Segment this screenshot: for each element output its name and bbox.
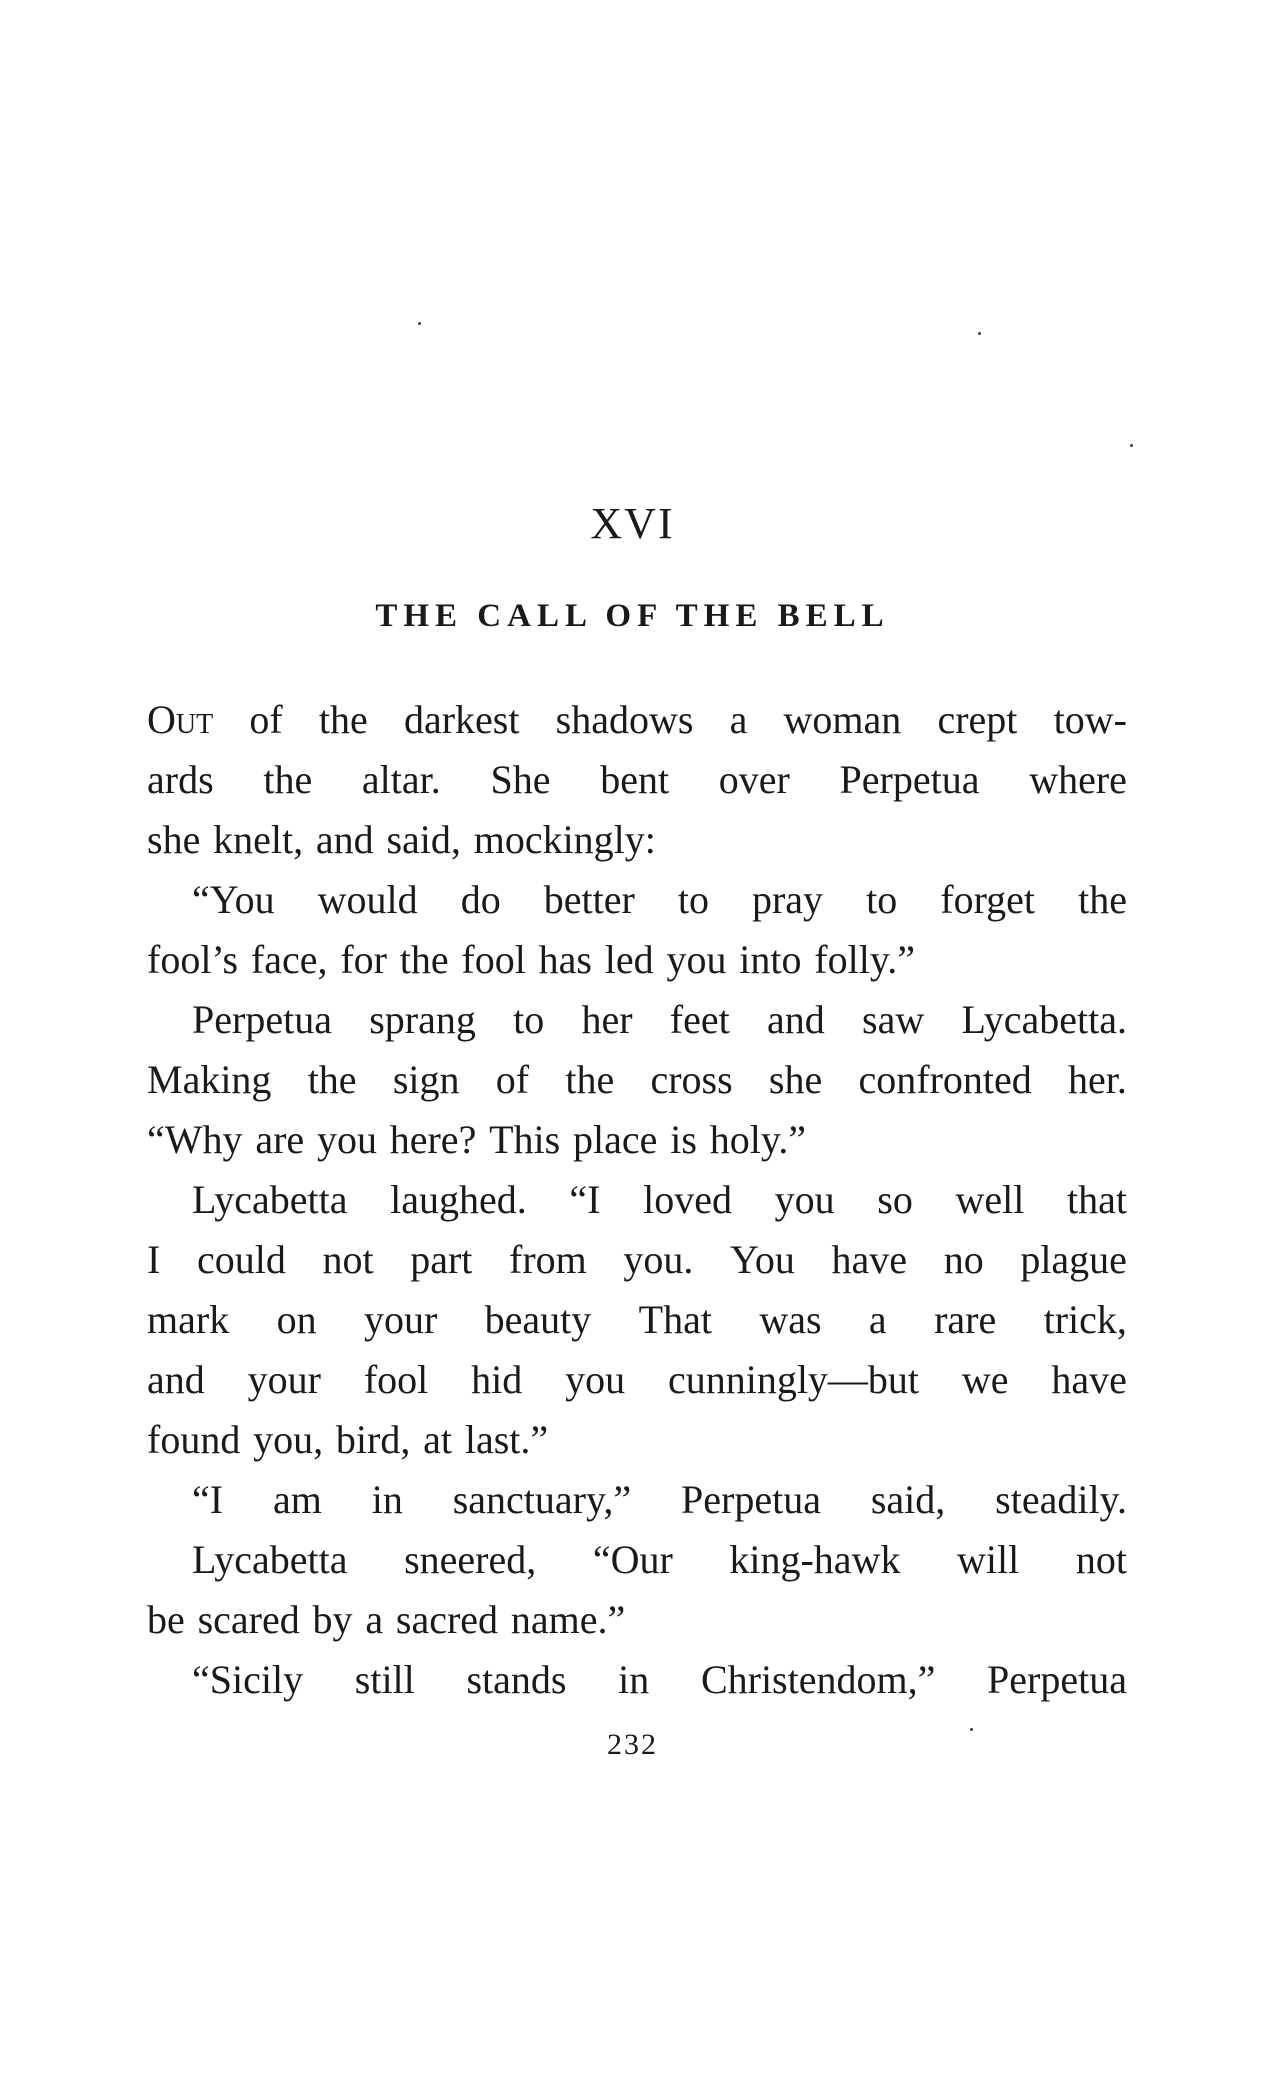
- text-line: be scared by a sacred name.”: [147, 1597, 626, 1642]
- text-line: mark on your beauty That was a rare trick,: [147, 1297, 1127, 1342]
- text-line: Lycabetta laughed. “I loved you so well that: [192, 1177, 1127, 1222]
- ink-speck: [1130, 444, 1133, 447]
- text-line: she knelt, and said, mockingly:: [147, 817, 656, 862]
- text-line: ards the altar. She bent over Perpetua where: [147, 757, 1127, 802]
- text-line: “Sicily still stands in Christendom,” Perpetua: [192, 1657, 1127, 1702]
- text-line: Out of the darkest shadows a woman crept tow-: [147, 697, 1127, 742]
- text-line: Making the sign of the cross she confronted her.: [147, 1057, 1127, 1102]
- text-line: Perpetua sprang to her feet and saw Lycabetta.: [192, 997, 1127, 1042]
- text-line: found you, bird, at last.”: [147, 1417, 549, 1462]
- text-line: “You would do better to pray to forget the: [192, 877, 1127, 922]
- ink-speck: [418, 322, 421, 325]
- page-number: 232: [607, 1728, 658, 1761]
- chapter-number: XVI: [590, 499, 675, 548]
- text-line: “Why are you here? This place is holy.”: [147, 1117, 806, 1162]
- chapter-body-text: [147, 690, 1127, 1710]
- ink-speck: [978, 332, 981, 335]
- text-line: “I am in sanctuary,” Perpetua said, steadily.: [192, 1477, 1127, 1522]
- text-line: and your fool hid you cunningly—but we have: [147, 1357, 1127, 1402]
- text-line: fool’s face, for the fool has led you into folly.”: [147, 937, 915, 982]
- chapter-title: THE CALL OF THE BELL: [375, 598, 890, 634]
- text-line: Lycabetta sneered, “Our king-hawk will not: [192, 1537, 1127, 1582]
- text-line: I could not part from you. You have no plague: [147, 1237, 1127, 1282]
